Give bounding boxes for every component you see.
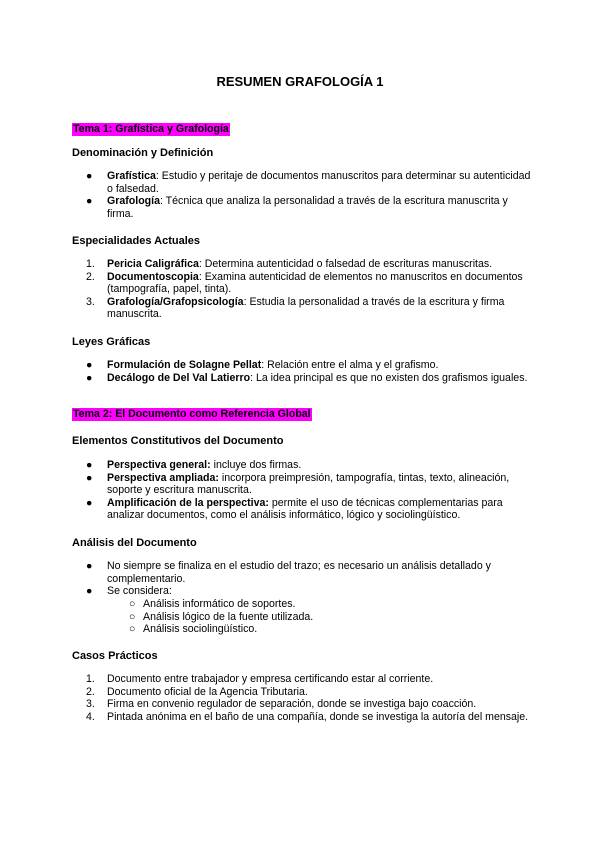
description: Documento oficial de la Agencia Tributaria.	[107, 685, 308, 698]
topic-2-heading	[72, 408, 532, 421]
bullet-icon: ●	[86, 359, 93, 371]
list-item	[72, 372, 532, 385]
list-number: 1.	[86, 673, 95, 685]
list-item	[72, 585, 532, 598]
description: : Determina autenticidad o falsedad de escrituras manuscritas.	[198, 258, 493, 270]
section-heading-specialties: Especialidades Actuales	[72, 235, 200, 247]
description: No siempre se finaliza en el estudio del trazo; es necesario un análisis detallado y complementario.	[107, 560, 491, 585]
section-heading-definition: Denominación y Definición	[72, 147, 214, 159]
list-item	[72, 296, 532, 321]
list-item	[72, 623, 532, 636]
list-item	[72, 598, 532, 611]
term: Pericia Caligráfica	[107, 258, 199, 270]
bullet-icon: ●	[86, 471, 93, 484]
list-number: 2.	[86, 270, 95, 283]
laws-list	[72, 359, 532, 384]
description: incluye dos firmas.	[210, 459, 302, 471]
list-item	[72, 673, 532, 686]
definition-list	[72, 170, 532, 220]
list-item	[72, 459, 532, 472]
description: Firma en convenio regulador de separación, donde se investiga bajo coacción.	[107, 698, 477, 711]
list-item	[72, 698, 532, 711]
bullet-icon: ●	[86, 496, 93, 509]
bullet-icon: ●	[86, 459, 93, 471]
analysis-list	[72, 560, 532, 598]
bullet-icon: ●	[86, 560, 93, 572]
section-heading-cases: Casos Prácticos	[72, 650, 158, 662]
term: Grafística	[107, 170, 156, 182]
description: incorpora preimpresión, tampografía, tintas, texto, alineación, soporte y escritura manuscrita.	[107, 471, 510, 497]
description: Análisis lógico de la fuente utilizada.	[143, 610, 314, 623]
analysis-sublist	[72, 598, 532, 636]
list-number: 1.	[86, 258, 95, 270]
hollow-bullet-icon: ○	[129, 623, 136, 636]
description: : La idea principal es que no existen dos grafismos iguales.	[250, 371, 528, 384]
list-item	[72, 258, 532, 271]
description: : Estudio y peritaje de documentos manuscritos para determinar su autenticidad o falsedad.	[107, 170, 531, 195]
list-number: 2.	[86, 685, 95, 698]
list-number: 4.	[86, 710, 95, 723]
cases-list	[72, 673, 532, 723]
list-item	[72, 472, 532, 497]
bullet-icon: ●	[86, 371, 93, 384]
description: : Estudia la personalidad a través de la escritura y firma manuscrita.	[107, 295, 505, 321]
list-item	[72, 560, 532, 585]
list-item	[72, 497, 532, 522]
hollow-bullet-icon: ○	[129, 598, 136, 610]
term: Grafología/Grafopsicología	[107, 295, 244, 308]
term: Grafología	[107, 195, 160, 208]
term: Perspectiva general:	[107, 459, 211, 471]
term: Decálogo de Del Val Latierro	[107, 371, 251, 384]
description: Análisis informático de soportes.	[143, 598, 296, 610]
list-item	[72, 359, 532, 372]
list-item	[72, 195, 532, 220]
description: Se considera:	[107, 585, 172, 598]
list-item	[72, 611, 532, 624]
list-item	[72, 271, 532, 296]
section-heading-laws: Leyes Gráficas	[72, 336, 151, 348]
term: Perspectiva ampliada:	[107, 471, 219, 484]
page-title: RESUMEN GRAFOLOGÍA 1	[216, 74, 384, 89]
hollow-bullet-icon: ○	[129, 610, 136, 623]
section-heading-analysis: Análisis del Documento	[72, 537, 197, 549]
list-item	[72, 170, 532, 195]
list-item	[72, 686, 532, 699]
term: Amplificación de la perspectiva:	[107, 496, 269, 509]
description: : Relación entre el alma y el grafismo.	[261, 359, 439, 371]
description: Análisis sociolingüístico.	[143, 623, 258, 636]
section-heading-elements: Elementos Constitutivos del Documento	[72, 435, 284, 447]
elements-list	[72, 459, 532, 522]
topic-2-label: Tema 2: El Documento como Referencia Global	[73, 408, 311, 420]
description: Documento entre trabajador y empresa certificando estar al corriente.	[107, 673, 434, 685]
specialties-list	[72, 258, 532, 321]
bullet-icon: ●	[86, 195, 93, 208]
topic-1-heading	[72, 123, 532, 136]
description: permite el uso de técnicas complementarias para analizar documentos, como el análisis informático, lógico y sociolingüístico.	[107, 496, 503, 522]
list-number: 3.	[86, 295, 95, 308]
description: : Examina autenticidad de elementos no manuscritos en documentos (tampografía, papel, tinta).	[107, 270, 523, 296]
list-item	[72, 711, 532, 724]
description: : Técnica que analiza la personalidad a través de la escritura manuscrita y firma.	[107, 195, 508, 220]
bullet-icon: ●	[86, 170, 93, 182]
term: Formulación de Solagne Pellat	[107, 359, 262, 371]
description: Pintada anónima en el baño de una compañía, donde se investiga la autoría del mensaje.	[107, 710, 529, 723]
bullet-icon: ●	[86, 585, 93, 598]
term: Documentoscopia	[107, 270, 199, 283]
topic-1-label: Tema 1: Grafística y Grafología	[73, 123, 229, 135]
list-number: 3.	[86, 698, 95, 711]
